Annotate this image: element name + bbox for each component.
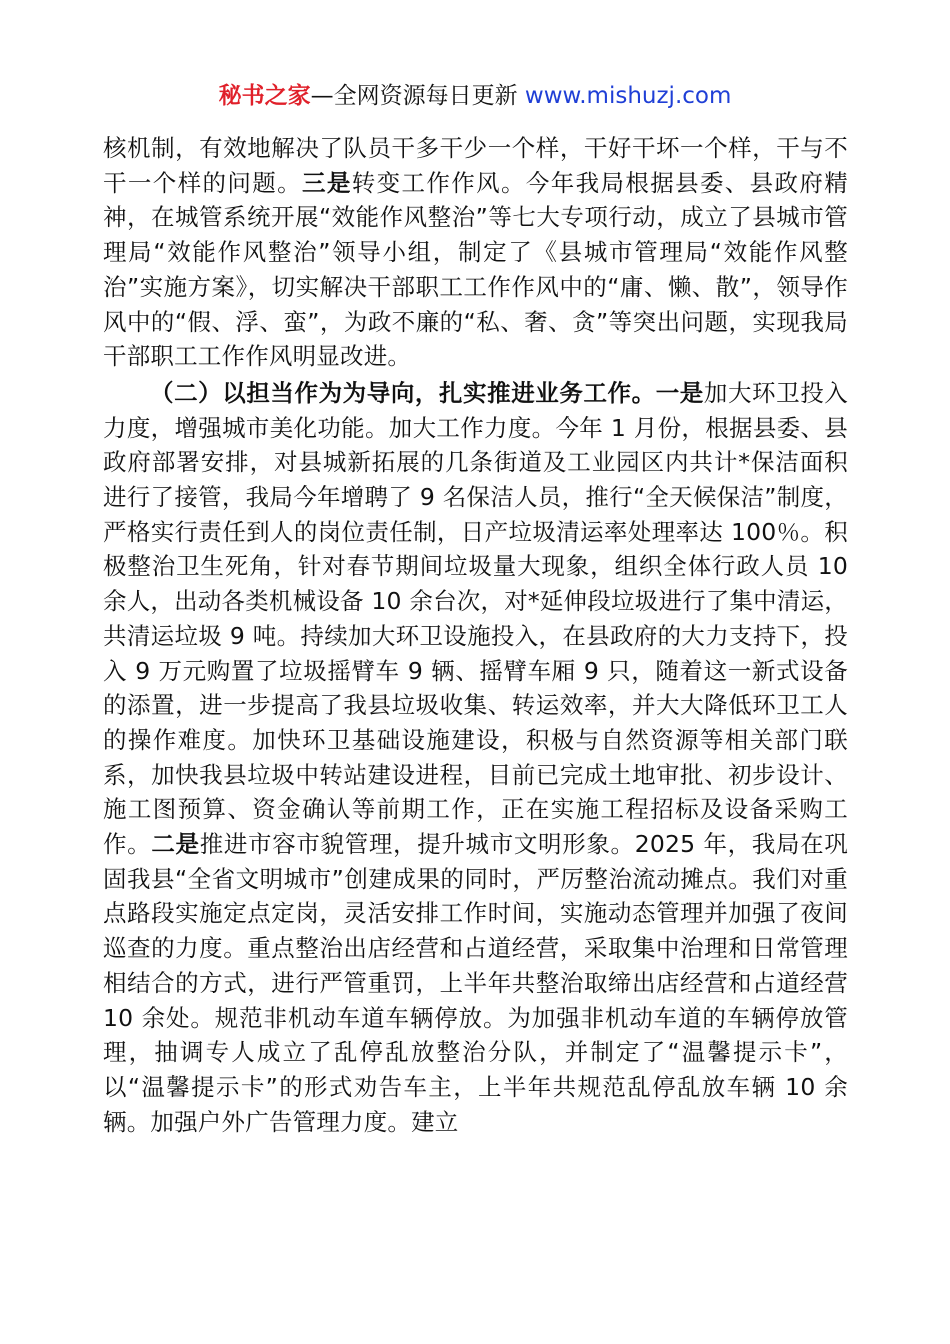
paragraph-2-bold-lead: 二是	[151, 830, 200, 859]
site-header	[0, 80, 950, 112]
section-heading: （二）以担当作为为导向，扎实推进业务工作。一是	[150, 378, 704, 407]
paragraph-1-bold-lead: 三是	[301, 168, 352, 197]
paragraph-2-text-a: 加大环卫投入力度，增强城市美化功能。加大工作力度。今年 1 月份，根据县委、县政府部署安排，对县城新拓展的几条街道及工业园区内共计*保洁面积进行了接管，我局今年增聘了 9 名保洁人员，推行“全天候保洁”制度，严格实行责任到人的岗位责任制，日产垃圾清运率处理率达 100％。积极整治卫生死角，针对春节期间垃圾量大现象，组织全体行政人员 10 余人，出动各类机械设备 10 余台次，对*延伸段垃圾进行了集中清运，共清运垃圾 9 吨。持续加大环卫设施投入，在县政府的大力支持下，投入 9 万元购置了垃圾摇臂车 9 辆、摇臂车厢 9 只，随着这一新式设备的添置，进一步提高了我县垃圾收集、转运效率，并大大降低环卫工人的操作难度。加快环卫基础设施建设，积极与自然资源等相关部门联系，加快我县垃圾中转站建设进程，目前已完成土地审批、初步设计、施工图预算、资金确认等前期工作，正在实施工程招标及设备采购工作。	[103, 378, 848, 859]
document-body	[103, 131, 848, 1139]
paragraph-1-text-a: 核机制，有效地解决了队员干多干少一个样，干好干坏一个样，干与不干一个样的问题。	[103, 134, 848, 197]
paragraph-2	[103, 376, 848, 1139]
header-tagline: —全网资源每日更新	[310, 83, 525, 109]
paragraph-1	[103, 131, 848, 374]
site-url-link[interactable]: www.mishuzj.com	[524, 83, 732, 109]
paragraph-2-text-b: 推进市容市貌管理，提升城市文明形象。2025 年，我局在巩固我县“全省文明城市”创建成果的同时，严厉整治流动摊点。我们对重点路段实施定点定岗，灵活安排工作时间，实施动态管理并加强了夜间巡查的力度。重点整治出店经营和占道经营，采取集中治理和日常管理相结合的方式，进行严管重罚，上半年共整治取缔出店经营和占道经营 10 余处。规范非机动车道车辆停放。为加强非机动车道的车辆停放管理，抽调专人成立了乱停乱放整治分队，并制定了“温馨提示卡”，以“温馨提示卡”的形式劝告车主，上半年共规范乱停乱放车辆 10 余辆。加强户外广告管理力度。建立	[103, 830, 848, 1136]
paragraph-1-text-b: 转变工作作风。今年我局根据县委、县政府精神，在城管系统开展“效能作风整治”等七大专项行动，成立了县城市管理局“效能作风整治”领导小组，制定了《县城市管理局“效能作风整治”实施方案》，切实解决干部职工工作作风中的“庸、懒、散”，领导作风中的“假、浮、蛮”，为政不廉的“私、奢、贪”等突出问题，实现我局干部职工工作作风明显改进。	[103, 168, 848, 371]
brand-name: 秘书之家	[218, 83, 311, 109]
